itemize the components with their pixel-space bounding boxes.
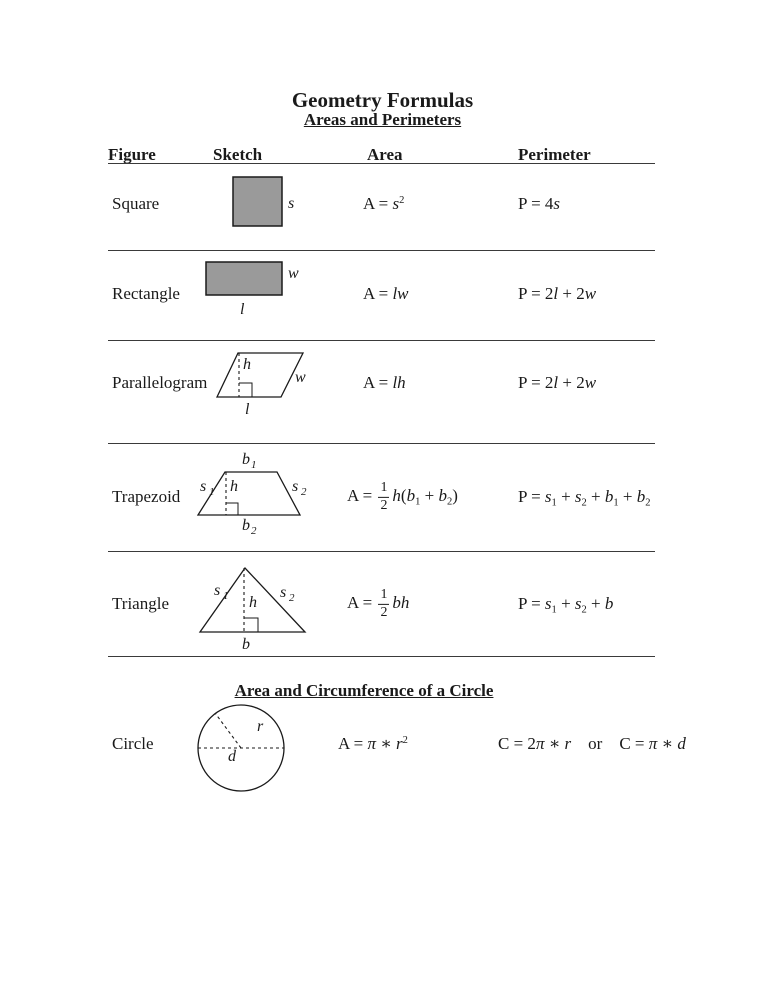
square-sketch — [225, 170, 305, 236]
left-side-subscript: 1 — [209, 486, 215, 498]
area-formula: A = π ∗ $r^2$ — [338, 734, 408, 753]
area-formula: $A = s^2$ — [363, 194, 405, 213]
perimeter-formula: P = 2l + 2w — [518, 373, 597, 392]
parallelogram-shape — [217, 353, 303, 397]
triangle-sketch — [195, 560, 310, 652]
length-label: l — [245, 401, 250, 418]
circle-section-title: Area and Circumference of a Circle — [234, 681, 494, 700]
right-angle-marker — [239, 383, 252, 397]
figure-label: Trapezoid — [112, 487, 181, 506]
top-base-subscript: 1 — [251, 459, 257, 471]
square-shape — [233, 177, 282, 226]
bottom-base-subscript: 2 — [251, 525, 257, 537]
rectangle-shape — [206, 262, 282, 295]
row-triangle — [0, 551, 765, 656]
bottom-base-label: b — [242, 517, 250, 534]
side-label: s — [288, 195, 295, 212]
figure-label: Rectangle — [112, 284, 180, 303]
figure-label: Circle — [112, 734, 154, 753]
height-label: h — [243, 356, 251, 373]
row-parallelogram — [0, 340, 765, 443]
right-side-subscript: 2 — [289, 592, 295, 604]
column-header-figure: Figure — [108, 145, 156, 164]
right-side-label: s — [292, 478, 299, 495]
circumference-formula: C = 2π ∗ r or C = π ∗ d — [498, 734, 686, 753]
row-square — [0, 163, 765, 250]
right-side-subscript: 2 — [301, 486, 307, 498]
column-header-sketch: Sketch — [213, 145, 263, 164]
side-label: w — [295, 369, 306, 386]
trapezoid-sketch — [190, 448, 312, 538]
left-side-label: s — [200, 478, 207, 495]
height-label: h — [249, 594, 257, 611]
column-header-perimeter: Perimeter — [518, 145, 591, 164]
left-side-subscript: 1 — [223, 590, 229, 602]
row-trapezoid — [0, 443, 765, 551]
page-title: Geometry Formulas — [291, 88, 474, 112]
figure-label: Parallelogram — [112, 373, 208, 392]
area-formula: A = $\frac{1}{2}$ $h(b_1 + b_2)$ — [347, 479, 458, 513]
area-formula: A = lw — [363, 284, 409, 303]
top-base-label: b — [242, 451, 250, 468]
width-label: w — [288, 265, 299, 282]
right-angle-marker — [226, 503, 238, 515]
rectangle-sketch — [198, 256, 308, 320]
perimeter-formula: P = 2l + 2w — [518, 284, 597, 303]
area-formula: A = lh — [363, 373, 406, 392]
row-rectangle — [0, 250, 765, 340]
page-subtitle: Areas and Perimeters — [303, 110, 462, 129]
height-label: h — [230, 478, 238, 495]
length-label: l — [240, 301, 245, 318]
perimeter-formula: $P = s_1 + s_2 + b_1 + b_2$ — [518, 487, 651, 509]
right-angle-marker — [244, 618, 258, 632]
radius-dashed-line — [215, 713, 241, 748]
area-formula: A = $\frac{1}{2}$ bh — [347, 586, 410, 620]
base-label: b — [242, 636, 250, 653]
circle-sketch — [193, 700, 293, 798]
parallelogram-sketch — [210, 346, 320, 420]
figure-label: Square — [112, 194, 160, 213]
right-side-label: s — [280, 584, 287, 601]
left-side-label: s — [214, 582, 221, 599]
perimeter-formula: P = 4s — [518, 194, 561, 213]
row-circle — [0, 700, 765, 792]
radius-label: r — [257, 718, 264, 735]
perimeter-formula: $P = s_1 + s_2 + b$ — [518, 594, 614, 616]
column-header-area: Area — [367, 145, 403, 164]
figure-label: Triangle — [112, 594, 169, 613]
table-divider — [108, 656, 655, 657]
diameter-label: d — [228, 748, 236, 765]
